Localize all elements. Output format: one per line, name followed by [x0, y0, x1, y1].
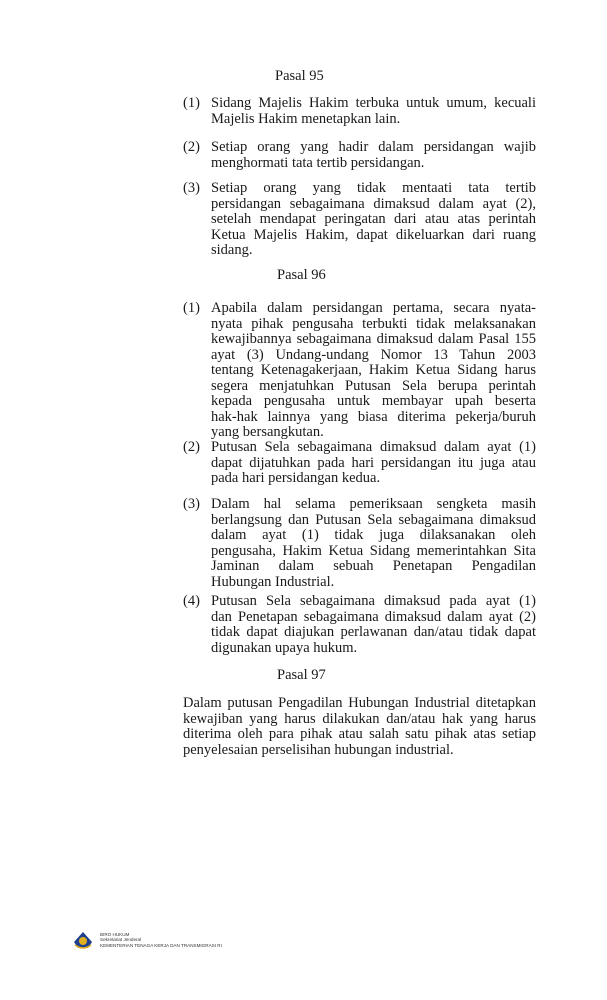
item-number: (2) — [183, 139, 200, 155]
text-line: Dalam hal selama pemeriksaan sengketa masih — [211, 496, 536, 512]
text-line: Setiap orang yang hadir dalam persidangan wajib — [211, 139, 536, 155]
text-line: dalam ayat (1) tidak juga dilaksanakan oleh — [211, 527, 536, 543]
text-line: hak-hak lainnya yang biasa diterima pekerja/buruh — [211, 408, 536, 425]
text-line: ayat (3) Undang-undang Nomor 13 Tahun 2003 — [211, 346, 536, 363]
text-line: dapat dijatuhkan pada hari persidangan itu juga atau — [211, 454, 536, 471]
item-number: (1) — [183, 95, 200, 111]
text-line: Hubungan Industrial. — [211, 573, 335, 590]
item-number: (3) — [183, 496, 200, 512]
item-number: (2) — [183, 439, 200, 455]
text-line: Putusan Sela sebagaimana dimaksud dalam ayat (1) — [211, 439, 536, 455]
text-line: pada hari persidangan kedua. — [211, 470, 381, 486]
text-line: kepada pengusaha untuk membayar upah beserta — [211, 393, 536, 409]
text-line: dan Penetapan sebagaimana dimaksud dalam ayat (2) — [211, 608, 536, 625]
heading-pasal-95: Pasal 95 — [275, 68, 324, 84]
text-line: diterima oleh para pihak atau salah satu pihak atas setiap — [183, 726, 536, 742]
ministry-logo-icon — [72, 930, 94, 950]
text-line: Sidang Majelis Hakim terbuka untuk umum, kecuali — [211, 95, 536, 111]
text-line: Ketua Majelis Hakim, dapat dikeluarkan dari ruang — [211, 226, 536, 243]
item-number: (1) — [183, 300, 200, 316]
heading-pasal-97: Pasal 97 — [277, 667, 326, 683]
footer-line-1: BIRO HUKUM — [100, 932, 130, 938]
text-line: Majelis Hakim menetapkan lain. — [211, 110, 401, 127]
text-line: segera menjatuhkan Putusan Sela berupa perintah — [211, 377, 536, 394]
item-number: (3) — [183, 180, 200, 196]
paragraph — [183, 696, 536, 758]
text-line: Putusan Sela sebagaimana dimaksud pada ayat (1) — [211, 593, 536, 609]
footer-line-3: KEMENTERIAN TENAGA KERJA DAN TRANSMIGRASI RI — [100, 942, 222, 948]
text-line: kewajibannya sebagaimana dimaksud dalam Pasal 155 — [211, 331, 536, 347]
text-line: Jaminan dalam sebuah Penetapan Pengadilan — [211, 558, 536, 574]
text-line: penyelesaian perselisihan hubungan industrial. — [183, 741, 454, 758]
text-line: setelah mendapat peringatan dari atau atas perintah — [211, 211, 536, 227]
text-line: yang bersangkutan. — [211, 424, 324, 440]
text-line: pengusaha, Hakim Ketua Sidang memerintahkan Sita — [211, 542, 536, 559]
footer — [72, 930, 222, 950]
text-line: digunakan upaya hukum. — [211, 639, 358, 656]
text-line: Setiap orang yang tidak mentaati tata tertib — [211, 180, 536, 196]
footer-line-2: Sekretariat Jenderal — [100, 937, 142, 943]
item-number: (4) — [183, 593, 200, 609]
text-line: berlangsung dan Putusan Sela sebagaimana dimaksud — [211, 511, 536, 528]
text-line: persidangan sebagaimana dimaksud dalam ayat (2), — [211, 195, 536, 212]
text-line: nyata pihak pengusaha terbukti tidak melaksanakan — [211, 315, 536, 332]
text-line: menghormati tata tertib persidangan. — [211, 154, 425, 171]
text-line: Apabila dalam persidangan pertama, secara nyata- — [211, 300, 536, 316]
text-line: sidang. — [211, 242, 253, 258]
text-line: tidak dapat diajukan perlawanan dan/atau tidak dapat — [211, 624, 536, 640]
heading-pasal-96: Pasal 96 — [277, 267, 326, 283]
text-line: tentang Ketenagakerjaan, Hakim Ketua Sidang harus — [211, 362, 536, 378]
text-line: kewajiban yang harus dilakukan dan/atau hak yang harus — [183, 710, 536, 727]
text-line: Dalam putusan Pengadilan Hubungan Industrial ditetapkan — [183, 695, 536, 711]
